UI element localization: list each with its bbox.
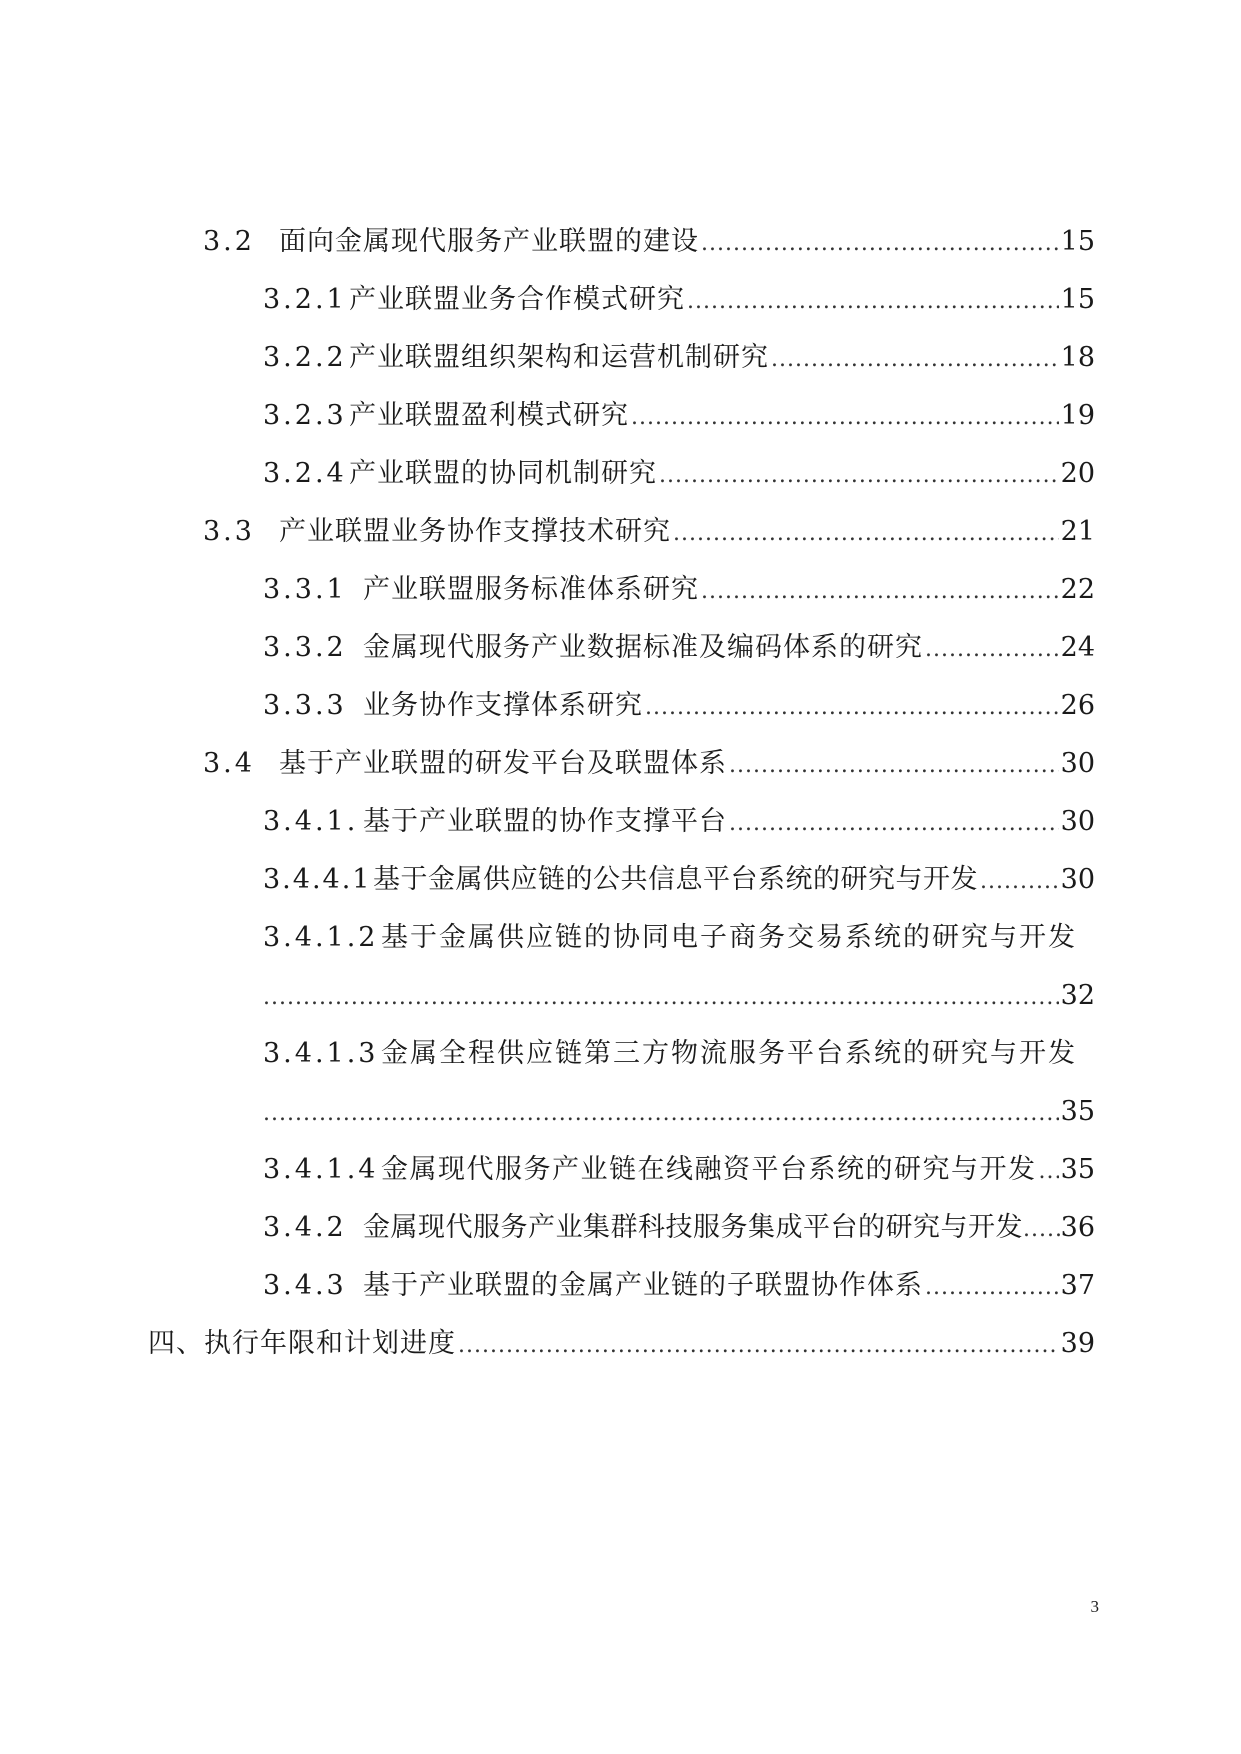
toc-entry[interactable] (263, 402, 1095, 429)
toc-number: 3.3.1 (263, 574, 347, 605)
toc-title: 产业联盟业务协作支撑技术研究 (279, 516, 671, 547)
toc-page: 15 (1060, 284, 1095, 315)
toc-title: 金属现代服务产业链在线融资平台系统的研究与开发 (381, 1154, 1037, 1185)
toc-entry[interactable] (203, 750, 1095, 777)
toc-number: 3.4.3 (263, 1270, 347, 1301)
toc-page: 36 (1060, 1212, 1095, 1243)
toc-entry[interactable] (263, 1040, 1095, 1067)
toc-entry[interactable] (263, 924, 1095, 951)
toc-title: 四、执行年限和计划进度 (148, 1328, 456, 1359)
dot-leader (771, 344, 1059, 371)
toc-title: 基于金属供应链的公共信息平台系统的研究与开发 (373, 864, 978, 895)
toc-page: 37 (1060, 1270, 1095, 1301)
dot-leader (687, 286, 1059, 313)
toc-number: 3.2.1 (263, 284, 347, 315)
toc-page: 19 (1060, 400, 1095, 431)
toc-entry[interactable] (203, 518, 1095, 545)
dot-leader (673, 518, 1059, 545)
toc-title: 业务协作支撑体系研究 (363, 690, 643, 721)
toc-title: 基于金属供应链的协同电子商务交易系统的研究与开发 (381, 922, 1077, 953)
toc-page: 30 (1060, 748, 1095, 779)
toc-entry[interactable] (263, 460, 1095, 487)
dot-leader (925, 634, 1059, 661)
toc-page: 35 (1060, 1154, 1095, 1185)
toc-title: 基于产业联盟的协作支撑平台 (363, 806, 727, 837)
toc-entry[interactable] (263, 1156, 1095, 1183)
dot-leader (729, 750, 1059, 777)
toc-number: 3.2.2 (263, 342, 347, 373)
toc-number: 3.4 (203, 748, 255, 779)
toc-entry[interactable] (148, 1330, 1095, 1357)
toc-entry[interactable] (263, 576, 1095, 603)
toc-title: 基于产业联盟的金属产业链的子联盟协作体系 (363, 1270, 923, 1301)
dot-leader (263, 1098, 1059, 1125)
toc-page: 30 (1060, 864, 1095, 895)
dot-leader (645, 692, 1059, 719)
dot-leader (659, 460, 1059, 487)
toc-entry[interactable] (263, 286, 1095, 313)
toc-title: 产业联盟盈利模式研究 (349, 400, 629, 431)
toc-number: 3.4.2 (263, 1212, 347, 1243)
dot-leader (701, 228, 1059, 255)
toc-entry-continuation[interactable] (263, 1098, 1095, 1125)
dot-leader (729, 808, 1059, 835)
dot-leader (980, 866, 1059, 893)
toc-entry-continuation[interactable] (263, 982, 1095, 1009)
toc-title: 金属现代服务产业数据标准及编码体系的研究 (363, 632, 923, 663)
toc-entry[interactable] (263, 866, 1095, 893)
toc-page: 24 (1060, 632, 1095, 663)
toc-number: 3.3 (203, 516, 255, 547)
toc-number: 3.2.3 (263, 400, 347, 431)
dot-leader (701, 576, 1059, 603)
toc-page: 21 (1060, 516, 1095, 547)
toc-page: 20 (1060, 458, 1095, 489)
toc-entry[interactable] (263, 1272, 1095, 1299)
toc-page: 15 (1060, 226, 1095, 257)
toc-title: 金属现代服务产业集群科技服务集成平台的研究与开发 (363, 1212, 1023, 1243)
toc-title: 金属全程供应链第三方物流服务平台系统的研究与开发 (381, 1038, 1077, 1069)
toc-page: 18 (1060, 342, 1095, 373)
toc-number: 3.2 (203, 226, 255, 257)
page-number: 3 (1090, 1597, 1099, 1616)
toc-title: 产业联盟的协同机制研究 (349, 458, 657, 489)
toc-title: 产业联盟组织架构和运营机制研究 (349, 342, 769, 373)
toc-number: 3.2.4 (263, 458, 347, 489)
toc-number: 3.3.2 (263, 632, 347, 663)
toc-number: 3.4.1. (263, 806, 359, 837)
toc-page: 35 (1060, 1096, 1095, 1127)
toc-title: 产业联盟服务标准体系研究 (363, 574, 699, 605)
toc-entry[interactable] (263, 344, 1095, 371)
toc-page: 26 (1060, 690, 1095, 721)
toc-entry[interactable] (203, 228, 1095, 255)
dot-leader (925, 1272, 1059, 1299)
toc-entry[interactable] (263, 808, 1095, 835)
toc-number: 3.4.1.2 (263, 922, 379, 953)
toc-page: 39 (1060, 1328, 1095, 1359)
toc-number: 3.3.3 (263, 690, 347, 721)
toc-page: 22 (1060, 574, 1095, 605)
toc-entry[interactable] (263, 692, 1095, 719)
toc-entry[interactable] (263, 1214, 1095, 1241)
toc-title: 基于产业联盟的研发平台及联盟体系 (279, 748, 727, 779)
dot-leader (263, 982, 1059, 1009)
dot-leader (458, 1330, 1059, 1357)
toc-number: 3.4.4.1 (263, 864, 372, 895)
toc-title: 面向金属现代服务产业联盟的建设 (279, 226, 699, 257)
toc-number: 3.4.1.3 (263, 1038, 379, 1069)
toc-page: 30 (1060, 806, 1095, 837)
toc-entry[interactable] (263, 634, 1095, 661)
toc-page: 32 (1060, 980, 1095, 1011)
toc-title: 产业联盟业务合作模式研究 (349, 284, 685, 315)
dot-leader (1023, 1214, 1061, 1241)
dot-leader (631, 402, 1059, 429)
dot-leader (1039, 1156, 1059, 1183)
toc-number: 3.4.1.4 (263, 1154, 379, 1185)
